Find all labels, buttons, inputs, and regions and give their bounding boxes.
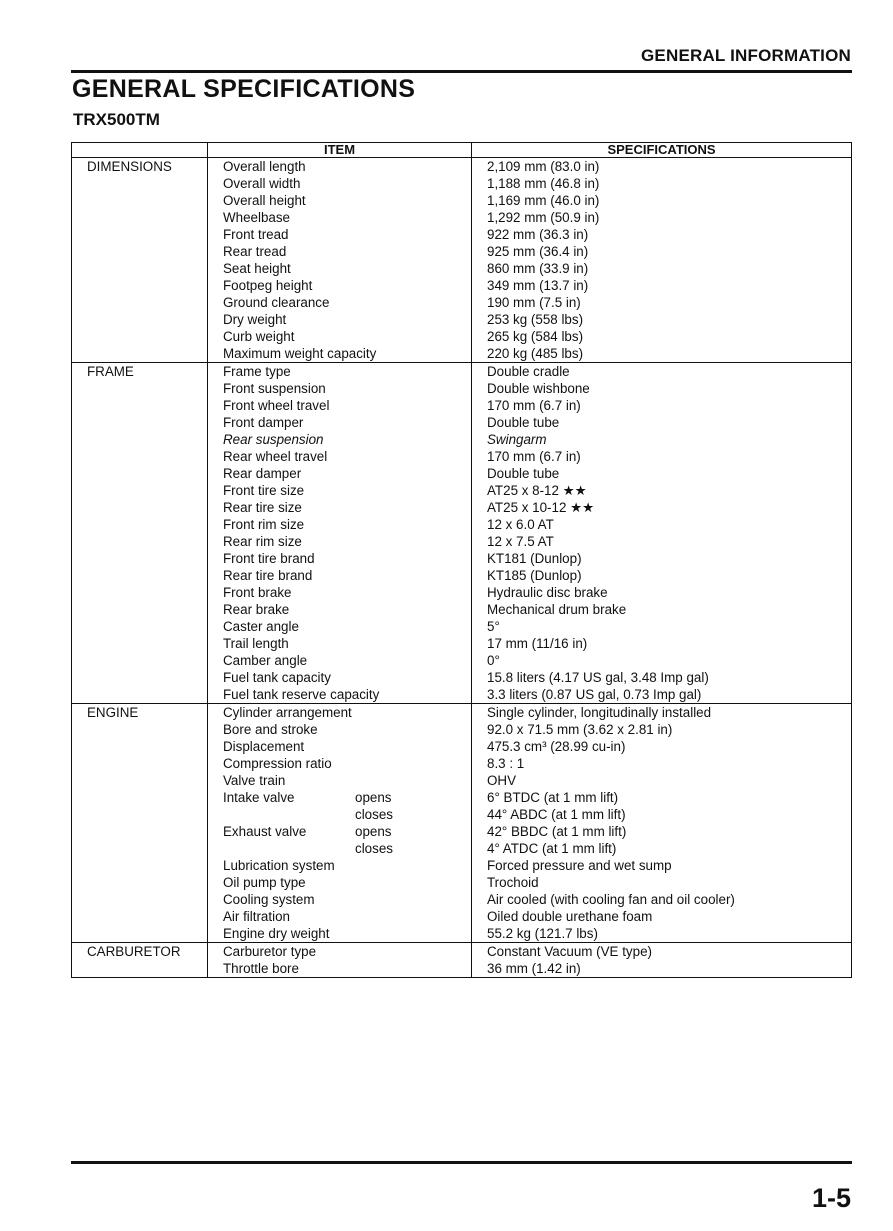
item-label: Seat height	[223, 261, 291, 276]
item-label: Fuel tank reserve capacity	[223, 687, 380, 702]
spec-value: 12 x 7.5 AT	[487, 534, 554, 549]
spec-value: 36 mm (1.42 in)	[487, 961, 581, 976]
item-name	[223, 789, 471, 806]
spec-cell	[472, 943, 852, 978]
item-label: Front tire brand	[223, 551, 315, 566]
item-name	[223, 499, 471, 516]
item-name	[223, 448, 471, 465]
item-name	[223, 806, 471, 823]
item-label: Rear brake	[223, 602, 290, 617]
item-name	[223, 192, 471, 209]
group-label-cell	[72, 363, 208, 704]
table-row	[72, 158, 852, 363]
item-label: Rear rim size	[223, 534, 302, 549]
spec-cell	[472, 704, 852, 943]
section-header: GENERAL INFORMATION	[641, 46, 851, 65]
item-sublabel: closes	[355, 807, 393, 822]
spec-value: 6° BTDC (at 1 mm lift)	[487, 790, 619, 805]
item-name	[223, 857, 471, 874]
spec-cell	[472, 363, 852, 704]
item-name	[223, 874, 471, 891]
item-sublabel: opens	[355, 790, 392, 805]
spec-value: 349 mm (13.7 in)	[487, 278, 589, 293]
spec-value: AT25 x 10-12 ★★	[487, 500, 595, 515]
spec-value: 55.2 kg (121.7 lbs)	[487, 926, 598, 941]
spec-value: 12 x 6.0 AT	[487, 517, 554, 532]
item-name	[223, 533, 471, 550]
item-name	[223, 311, 471, 328]
spec-value: 190 mm (7.5 in)	[487, 295, 581, 310]
item-name	[223, 635, 471, 652]
item-name	[223, 243, 471, 260]
spec-value: Double tube	[487, 415, 560, 430]
item-label: Cylinder arrangement	[223, 705, 352, 720]
item-column-header: ITEM	[208, 143, 472, 158]
spec-value: 1,188 mm (46.8 in)	[487, 176, 600, 191]
item-name	[223, 397, 471, 414]
item-label: Front tread	[223, 227, 289, 242]
item-name	[223, 158, 471, 175]
spec-value: 253 kg (558 lbs)	[487, 312, 584, 327]
item-name	[223, 772, 471, 789]
item-label: Footpeg height	[223, 278, 313, 293]
spec-value: 5°	[487, 619, 500, 634]
item-label: Engine dry weight	[223, 926, 330, 941]
spec-value: Double cradle	[487, 364, 570, 379]
item-label: Fuel tank capacity	[223, 670, 331, 685]
item-label	[223, 806, 355, 823]
spec-value: 922 mm (36.3 in)	[487, 227, 589, 242]
group-frame	[72, 363, 852, 704]
item-name	[223, 823, 471, 840]
item-name	[223, 277, 471, 294]
item-label: Compression ratio	[223, 756, 332, 771]
spec-value: Constant Vacuum (VE type)	[487, 944, 652, 959]
group-column-header	[72, 143, 208, 158]
item-name	[223, 721, 471, 738]
group-label: FRAME	[87, 364, 134, 379]
group-label: CARBURETOR	[87, 944, 181, 959]
item-name	[223, 943, 471, 960]
item-name	[223, 686, 471, 703]
spec-value: Single cylinder, longitudinally installed	[487, 705, 712, 720]
item-label: Cooling system	[223, 892, 315, 907]
spec-value: 1,292 mm (50.9 in)	[487, 210, 600, 225]
spec-value: Double tube	[487, 466, 560, 481]
spec-value: 860 mm (33.9 in)	[487, 261, 589, 276]
table-header-row	[72, 143, 852, 158]
item-name	[223, 669, 471, 686]
item-name	[223, 431, 471, 448]
item-name	[223, 891, 471, 908]
item-label: Air filtration	[223, 909, 290, 924]
page-title: GENERAL SPECIFICATIONS	[72, 75, 416, 103]
item-label: Displacement	[223, 739, 305, 754]
item-label: Camber angle	[223, 653, 308, 668]
group-engine	[72, 704, 852, 943]
table-row	[72, 943, 852, 978]
spec-value: Swingarm	[487, 432, 547, 447]
page-number: 1-5	[811, 1183, 851, 1213]
table-row	[72, 704, 852, 943]
item-label: Exhaust valve	[223, 824, 307, 839]
group-dimensions	[72, 158, 852, 363]
model-name: TRX500TM	[73, 110, 160, 129]
item-label: Bore and stroke	[223, 722, 318, 737]
item-name	[223, 960, 471, 977]
item-name	[223, 704, 471, 721]
table-row	[72, 363, 852, 704]
group-label: ENGINE	[87, 705, 139, 720]
item-name	[223, 226, 471, 243]
item-cell	[208, 158, 472, 363]
item-name	[223, 209, 471, 226]
group-label: DIMENSIONS	[87, 159, 172, 174]
item-sublabel: opens	[355, 824, 392, 839]
item-label: Front tire size	[223, 483, 305, 498]
spec-value: 92.0 x 71.5 mm (3.62 x 2.81 in)	[487, 722, 673, 737]
spec-value: 170 mm (6.7 in)	[487, 398, 581, 413]
item-label: Rear tire size	[223, 500, 302, 515]
item-name	[223, 175, 471, 192]
group-label-cell	[72, 704, 208, 943]
item-name	[223, 260, 471, 277]
item-name	[223, 618, 471, 635]
group-label-cell	[72, 158, 208, 363]
item-name	[223, 755, 471, 772]
item-name	[223, 465, 471, 482]
item-label: Lubrication system	[223, 858, 335, 873]
item-label: Trail length	[223, 636, 289, 651]
item-label: Throttle bore	[223, 961, 299, 976]
item-name	[223, 294, 471, 311]
item-label: Rear tire brand	[223, 568, 313, 583]
item-label: Rear suspension	[223, 432, 324, 447]
item-sublabel: closes	[355, 841, 393, 856]
item-name	[223, 908, 471, 925]
item-label: Front damper	[223, 415, 304, 430]
item-label: Caster angle	[223, 619, 299, 634]
item-name	[223, 584, 471, 601]
spec-value: Oiled double urethane foam	[487, 909, 653, 924]
spec-value: 3.3 liters (0.87 US gal, 0.73 Imp gal)	[487, 687, 702, 702]
spec-value: AT25 x 8-12 ★★	[487, 483, 587, 498]
item-name	[223, 550, 471, 567]
item-label	[223, 840, 355, 857]
spec-value: 220 kg (485 lbs)	[487, 346, 584, 361]
spec-column-header: SPECIFICATIONS	[472, 143, 852, 158]
item-label: Oil pump type	[223, 875, 306, 890]
item-label: Maximum weight capacity	[223, 346, 377, 361]
group-label-cell	[72, 943, 208, 978]
top-rule	[71, 70, 852, 73]
item-label: Overall height	[223, 193, 306, 208]
spec-value: 1,169 mm (46.0 in)	[487, 193, 600, 208]
spec-value: Double wishbone	[487, 381, 590, 396]
spec-value: 8.3 : 1	[487, 756, 525, 771]
item-label: Dry weight	[223, 312, 287, 327]
item-name	[223, 925, 471, 942]
item-label: Valve train	[223, 773, 286, 788]
item-label: Frame type	[223, 364, 291, 379]
item-name	[223, 601, 471, 618]
item-cell	[208, 704, 472, 943]
item-name	[223, 516, 471, 533]
item-name	[223, 345, 471, 362]
spec-value: 15.8 liters (4.17 US gal, 3.48 Imp gal)	[487, 670, 709, 685]
spec-value: 2,109 mm (83.0 in)	[487, 159, 600, 174]
spec-value: 17 mm (11/16 in)	[487, 636, 588, 651]
item-name	[223, 363, 471, 380]
item-label: Carburetor type	[223, 944, 317, 959]
spec-value: 44° ABDC (at 1 mm lift)	[487, 807, 626, 822]
spec-value: 170 mm (6.7 in)	[487, 449, 581, 464]
spec-value: KT181 (Dunlop)	[487, 551, 582, 566]
bottom-rule	[71, 1161, 852, 1164]
item-label: Rear wheel travel	[223, 449, 328, 464]
spec-value: Forced pressure and wet sump	[487, 858, 672, 873]
group-carburetor	[72, 943, 852, 978]
spec-value: KT185 (Dunlop)	[487, 568, 582, 583]
item-label: Curb weight	[223, 329, 295, 344]
spec-value: 925 mm (36.4 in)	[487, 244, 589, 259]
item-cell	[208, 943, 472, 978]
spec-value: Trochoid	[487, 875, 539, 890]
item-name	[223, 738, 471, 755]
item-name	[223, 380, 471, 397]
spec-value: 265 kg (584 lbs)	[487, 329, 584, 344]
item-name	[223, 840, 471, 857]
item-name	[223, 482, 471, 499]
item-name	[223, 328, 471, 345]
item-label: Rear damper	[223, 466, 302, 481]
item-label: Overall width	[223, 176, 301, 191]
item-label: Ground clearance	[223, 295, 330, 310]
item-label: Front wheel travel	[223, 398, 330, 413]
spec-value: 4° ATDC (at 1 mm lift)	[487, 841, 617, 856]
item-name	[223, 652, 471, 669]
spec-value: 0°	[487, 653, 500, 668]
spec-value: 475.3 cm³ (28.99 cu-in)	[487, 739, 626, 754]
item-label: Overall length	[223, 159, 306, 174]
spec-value: OHV	[487, 773, 517, 788]
spec-value: Mechanical drum brake	[487, 602, 627, 617]
item-name	[223, 414, 471, 431]
item-label: Front rim size	[223, 517, 305, 532]
spec-value: Hydraulic disc brake	[487, 585, 608, 600]
specifications-table	[71, 142, 852, 978]
item-label: Rear tread	[223, 244, 287, 259]
item-label: Wheelbase	[223, 210, 290, 225]
item-cell	[208, 363, 472, 704]
spec-value: 42° BBDC (at 1 mm lift)	[487, 824, 627, 839]
item-label: Front brake	[223, 585, 292, 600]
item-name	[223, 567, 471, 584]
spec-cell	[472, 158, 852, 363]
item-label: Intake valve	[223, 790, 295, 805]
item-label: Front suspension	[223, 381, 326, 396]
spec-value: Air cooled (with cooling fan and oil cooler)	[487, 892, 735, 907]
